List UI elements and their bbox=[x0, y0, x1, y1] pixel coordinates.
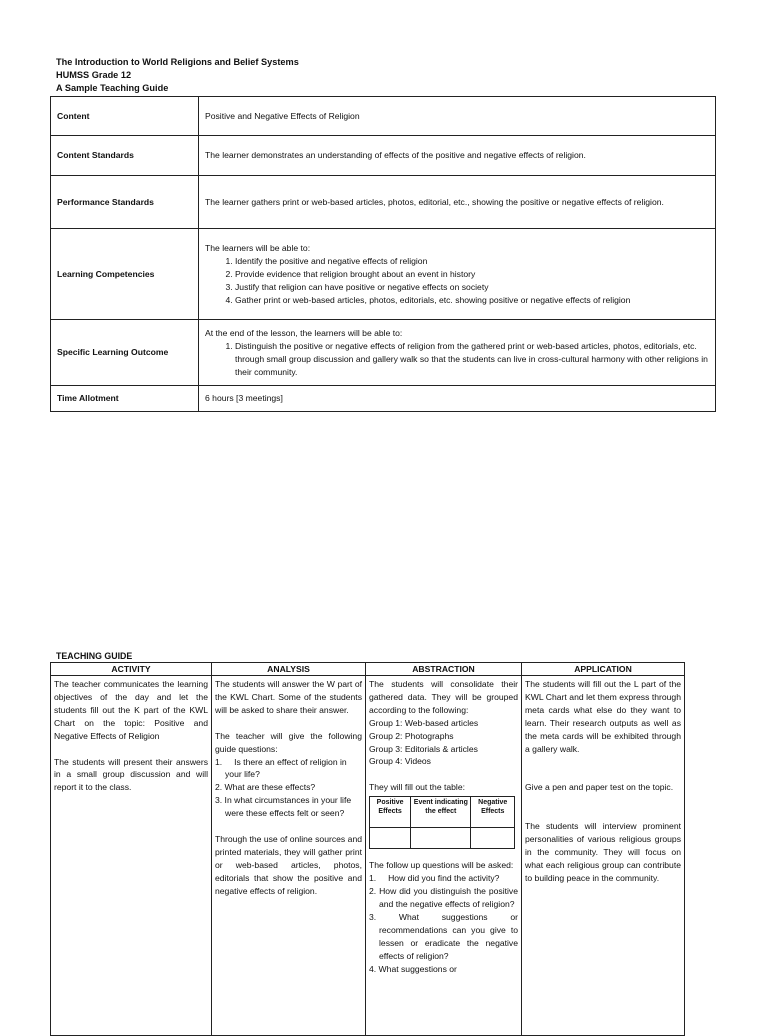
competency-item: 3. Justify that religion can have positive or negative effects on society bbox=[235, 281, 709, 294]
content-label: Content bbox=[51, 97, 199, 136]
time-label: Time Allotment bbox=[51, 386, 199, 412]
competency-item: 1. Identify the positive and negative effects of religion bbox=[235, 255, 709, 268]
column-header: ABSTRACTION bbox=[366, 663, 522, 676]
content-row bbox=[51, 97, 716, 136]
effects-header: Positive Effects bbox=[370, 797, 411, 828]
abstraction-question: 1. How did you find the activity? bbox=[369, 873, 500, 884]
effects-cell bbox=[471, 828, 515, 849]
column-header: ACTIVITY bbox=[51, 663, 212, 676]
activity-cell bbox=[51, 676, 212, 1036]
doc-title: The Introduction to World Religions and Belief Systems bbox=[56, 57, 299, 67]
analysis-question: 3. In what circumstances in your life were these effects felt or seen? bbox=[215, 795, 352, 819]
effects-table bbox=[369, 796, 515, 849]
performance-value: The learner gathers print or web-based articles, photos, editorial, etc., showing the positive or negative effects of religion. bbox=[199, 176, 716, 229]
analysis-paragraph: The teacher will give the following guide questions: bbox=[215, 730, 362, 754]
effects-cell bbox=[370, 828, 411, 849]
teaching-guide-title: TEACHING GUIDE bbox=[56, 651, 133, 661]
column-header: APPLICATION bbox=[522, 663, 685, 676]
application-paragraph: The students will interview prominent personalities of various religious groups in the community. They will focus on what each religious group can contribute to building peace in the community. bbox=[525, 821, 681, 883]
doc-subtitle: A Sample Teaching Guide bbox=[56, 83, 169, 93]
outcome-list bbox=[205, 340, 709, 379]
abstraction-table-intro: They will fill out the table: bbox=[369, 782, 466, 793]
outcome-intro: At the end of the lesson, the learners will be able to: bbox=[205, 327, 403, 338]
analysis-paragraph: The students will answer the W part of the KWL Chart. Some of the students will be asked to share their answer. bbox=[215, 679, 362, 715]
abstraction-group: Group 1: Web-based articles bbox=[369, 717, 479, 728]
outcome-label: Specific Learning Outcome bbox=[51, 320, 199, 386]
abstraction-question: 4. What suggestions or bbox=[369, 963, 457, 974]
analysis-question: 1. Is there an effect of religion in your life? bbox=[215, 756, 347, 780]
content-value: Positive and Negative Effects of Religion bbox=[199, 97, 716, 136]
abstraction-group: Group 3: Editorials & articles bbox=[369, 743, 478, 754]
standards-table bbox=[50, 96, 716, 412]
teaching-guide-header-row bbox=[51, 663, 685, 676]
column-header: ANALYSIS bbox=[212, 663, 366, 676]
application-cell bbox=[522, 676, 685, 1036]
content-standards-row bbox=[51, 136, 716, 176]
abstraction-group: Group 2: Photographs bbox=[369, 730, 454, 741]
analysis-cell bbox=[212, 676, 366, 1036]
analysis-paragraph: Through the use of online sources and printed materials, they will gather print or web-based articles, photos, editorials that show the positive and negative effects of religion. bbox=[215, 834, 362, 896]
abstraction-group: Group 4: Videos bbox=[369, 756, 431, 767]
application-paragraph: The students will fill out the L part of the KWL Chart and let them express through meta cards what else do they want to learn. Their research outputs as well as the meta cards will be exhibited through a gallery walk. bbox=[525, 679, 681, 754]
outcome-item: 1. Distinguish the positive or negative effects of religion from the gathered print or web-based articles, photos, editorials, etc. through small group discussion and gallery walk so that the students can live in cross-cultural harmony with other religions in their community. bbox=[235, 340, 709, 379]
competencies-list bbox=[205, 255, 709, 307]
competency-item: 2. Provide evidence that religion brought about an event in history bbox=[235, 268, 709, 281]
teaching-guide-body-row bbox=[51, 676, 685, 1036]
teaching-guide-table bbox=[50, 662, 685, 1036]
effects-header: Event indicating the effect bbox=[411, 797, 471, 828]
time-row bbox=[51, 386, 716, 412]
abstraction-paragraph: The students will consolidate their gathered data. They will be grouped according to the following: bbox=[369, 679, 518, 715]
abstraction-question: 3. What suggestions or recommendations can you give to lessen or eradicate the negative effects of religion? bbox=[369, 911, 518, 961]
application-paragraph: Give a pen and paper test on the topic. bbox=[525, 782, 674, 793]
competency-item: 4. Gather print or web-based articles, photos, editorials, etc. showing positive or negative effects of religion bbox=[235, 294, 709, 307]
content-standards-label: Content Standards bbox=[51, 136, 199, 176]
effects-header: Negative Effects bbox=[471, 797, 515, 828]
time-value: 6 hours [3 meetings] bbox=[199, 386, 716, 412]
effects-cell bbox=[411, 828, 471, 849]
performance-label: Performance Standards bbox=[51, 176, 199, 229]
analysis-question: 2. What are these effects? bbox=[215, 782, 316, 793]
competencies-label: Learning Competencies bbox=[51, 229, 199, 320]
doc-grade: HUMSS Grade 12 bbox=[56, 70, 132, 80]
activity-paragraph: The teacher communicates the learning objectives of the day and let the students fill out the K part of the KWL Chart on the topic: Positive and Negative Effects of Religion bbox=[54, 679, 208, 741]
activity-paragraph: The students will present their answers in a small group discussion and will report it to the class. bbox=[54, 756, 208, 793]
competencies-intro: The learners will be able to: bbox=[205, 242, 311, 253]
abstraction-question: 2. How did you distinguish the positive and the negative effects of religion? bbox=[369, 886, 518, 909]
abstraction-followup: The follow up questions will be asked: bbox=[369, 860, 514, 871]
content-standards-value: The learner demonstrates an understanding of effects of the positive and negative effects of religion. bbox=[199, 136, 716, 176]
abstraction-cell bbox=[366, 676, 522, 1036]
performance-row bbox=[51, 176, 716, 229]
outcome-row bbox=[51, 320, 716, 386]
competencies-row bbox=[51, 229, 716, 320]
